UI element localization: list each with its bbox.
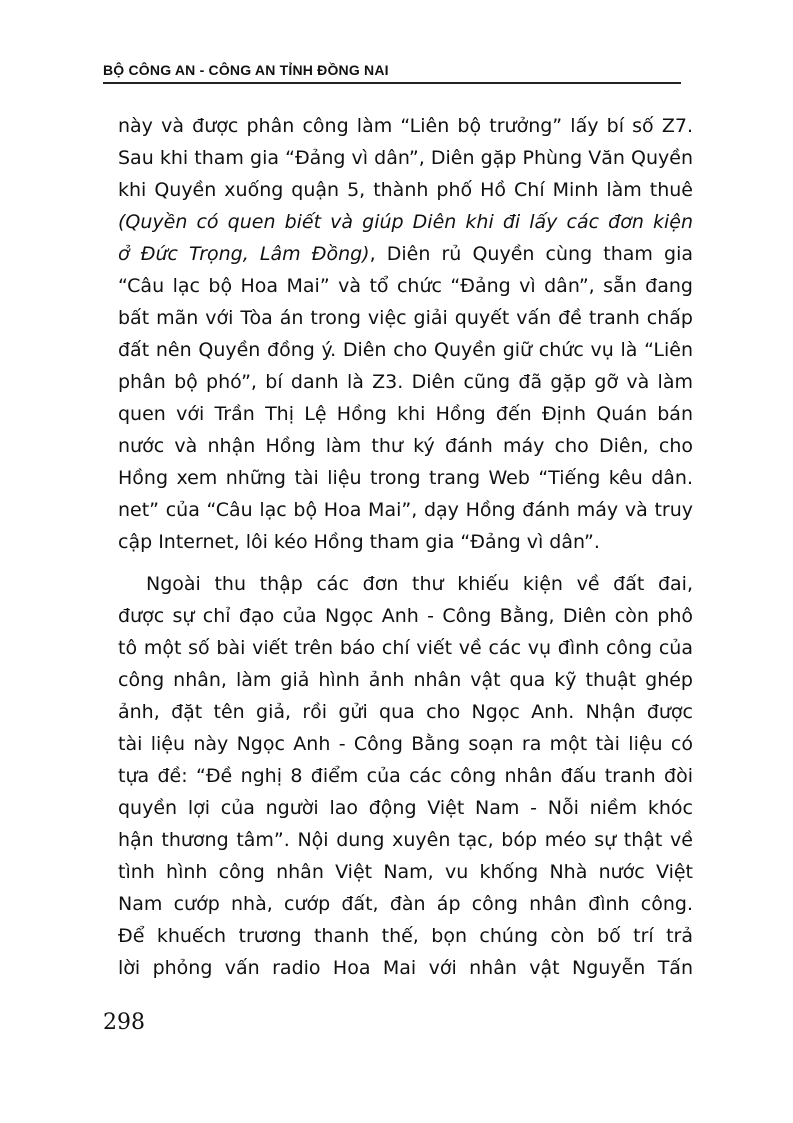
page-number: 298 [103,1010,145,1035]
text-line: tô một số bài viết trên báo chí viết về các vụ đình công của [118,637,693,659]
text-line: cập Internet, lôi kéo Hồng tham gia “Đảng vì dân”. [118,531,600,553]
text-line: nước và nhận Hồng làm thư ký đánh máy cho Diên, cho [118,435,693,457]
text-line-italic: (Quyền có quen biết và giúp Diên khi đi lấy các đơn kiện [118,211,693,233]
text-line: Hồng xem những tài liệu trong trang Web “Tiếng kêu dân. [118,467,693,489]
text-line: tình hình công nhân Việt Nam, vu khống Nhà nước Việt [118,861,693,883]
text-line: quen với Trần Thị Lệ Hồng khi Hồng đến Định Quán bán [118,403,693,425]
text-line: net” của “Câu lạc bộ Hoa Mai”, dạy Hồng đánh máy và truy [118,499,693,521]
text-line: Ngoài thu thập các đơn thư khiếu kiện về đất đai, [146,573,693,595]
text-line: lời phỏng vấn radio Hoa Mai với nhân vật Nguyễn Tấn [118,957,693,979]
text-line: Sau khi tham gia “Đảng vì dân”, Diên gặp Phùng Văn Quyền [118,147,693,169]
italic-segment: ở Đức Trọng, Lâm Đồng) [118,243,370,265]
text-line: tài liệu này Ngọc Anh - Công Bằng soạn ra một tài liệu có [118,733,693,755]
text-line: tựa đề: “Đề nghị 8 điểm của các công nhân đấu tranh đòi [118,765,693,787]
text-line: bất mãn với Tòa án trong việc giải quyết vấn đề tranh chấp [118,307,693,329]
text-line: khi Quyền xuống quận 5, thành phố Hồ Chí Minh làm thuê [118,179,693,201]
text-line: công nhân, làm giả hình ảnh nhân vật qua kỹ thuật ghép [118,669,693,691]
text-line: phân bộ phó”, bí danh là Z3. Diên cũng đã gặp gỡ và làm [118,371,693,393]
text-line: Để khuếch trương thanh thế, bọn chúng còn bố trí trả [118,925,693,947]
text-line: đất nên Quyền đồng ý. Diên cho Quyền giữ chức vụ là “Liên [118,339,693,361]
text-line: Nam cướp nhà, cướp đất, đàn áp công nhân đình công. [118,893,693,915]
paragraph-gap [118,558,693,568]
text-line: quyền lợi của người lao động Việt Nam - Nỗi niềm khóc [118,797,693,819]
text-line: hận thương tâm”. Nội dung xuyên tạc, bóp méo sự thật về [118,829,693,851]
text-line: “Câu lạc bộ Hoa Mai” và tổ chức “Đảng vì dân”, sẵn đang [118,275,693,297]
text-line: này và được phân công làm “Liên bộ trưởng” lấy bí số Z7. [118,115,693,137]
text-line: được sự chỉ đạo của Ngọc Anh - Công Bằng, Diên còn phô [118,605,693,627]
header-rule [103,82,681,84]
plain-segment: , Diên rủ Quyền cùng tham gia [369,243,693,265]
text-line: ảnh, đặt tên giả, rồi gửi qua cho Ngọc Anh. Nhận được [118,701,693,723]
body-text [118,110,693,984]
running-header: BỘ CÔNG AN - CÔNG AN TỈNH ĐỒNG NAI [103,62,389,78]
text-line-mixed [118,238,693,270]
